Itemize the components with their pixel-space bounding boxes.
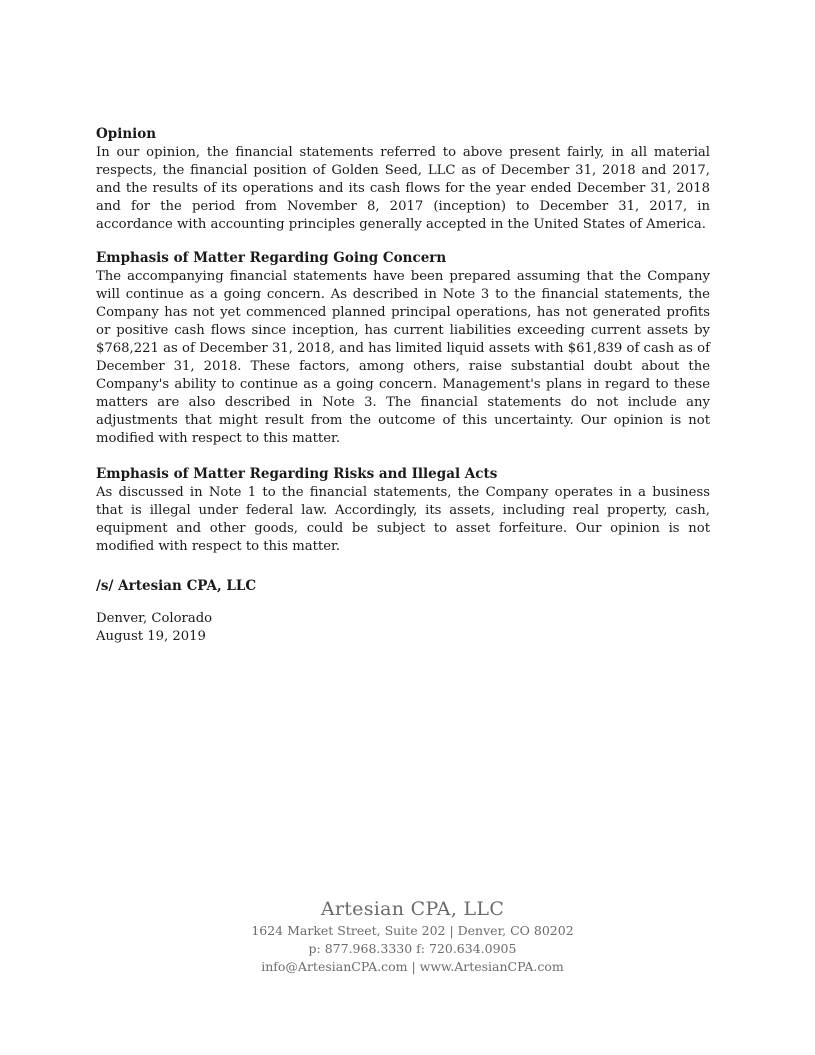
risks-paragraph: As discussed in Note 1 to the financial statements, the Company operates in a business that is illegal under federal law. Accordingly, its assets, including real property, cash, equipment and other goods, could be subject to asset forfeiture. Our opinion is not modified with respect to this matter. — [96, 485, 710, 554]
footer-address: 1624 Market Street, Suite 202 | Denver, CO 80202 — [251, 923, 574, 938]
going-concern-heading: Emphasis of Matter Regarding Going Concern — [96, 250, 447, 266]
signature-date: August 19, 2019 — [96, 629, 206, 644]
risks-heading: Emphasis of Matter Regarding Risks and Illegal Acts — [96, 466, 498, 482]
footer-firm-name: Artesian CPA, LLC — [320, 898, 505, 920]
signature-location: Denver, Colorado — [96, 611, 213, 626]
signature-name: /s/ Artesian CPA, LLC — [96, 578, 257, 594]
letterhead-footer — [0, 896, 815, 976]
signature-block — [96, 610, 710, 646]
opinion-paragraph: In our opinion, the financial statements referred to above present fairly, in all material respects, the financial position of Golden Seed, LLC as of December 31, 2018 and 2017, and the results of its operations and its cash flows for the year ended December 31, 2018 and for the period from November 8, 2017 (inception) to December 31, 2017, in accordance with accounting principles generally accepted in the United States of America. — [96, 145, 710, 232]
footer-email-web: info@ArtesianCPA.com | www.ArtesianCPA.com — [261, 959, 564, 974]
audit-report-page — [96, 124, 710, 646]
going-concern-paragraph: The accompanying financial statements have been prepared assuming that the Company will continue as a going concern. As described in Note 3 to the financial statements, the Company has not yet commenced planned principal operations, has not generated profits or positive cash flows since inception, has current liabilities exceeding current assets by $768,221 as of December 31, 2018, and has limited liquid assets with $61,839 of cash as of December 31, 2018. These factors, among others, raise substantial doubt about the Company's ability to continue as a going concern. Management's plans in regard to these matters are also described in Note 3. The financial statements do not include any adjustments that might result from the outcome of this uncertainty. Our opinion is not modified with respect to this matter. — [96, 269, 710, 446]
opinion-heading: Opinion — [96, 126, 157, 142]
footer-phone-fax: p: 877.968.3330 f: 720.634.0905 — [308, 941, 517, 956]
